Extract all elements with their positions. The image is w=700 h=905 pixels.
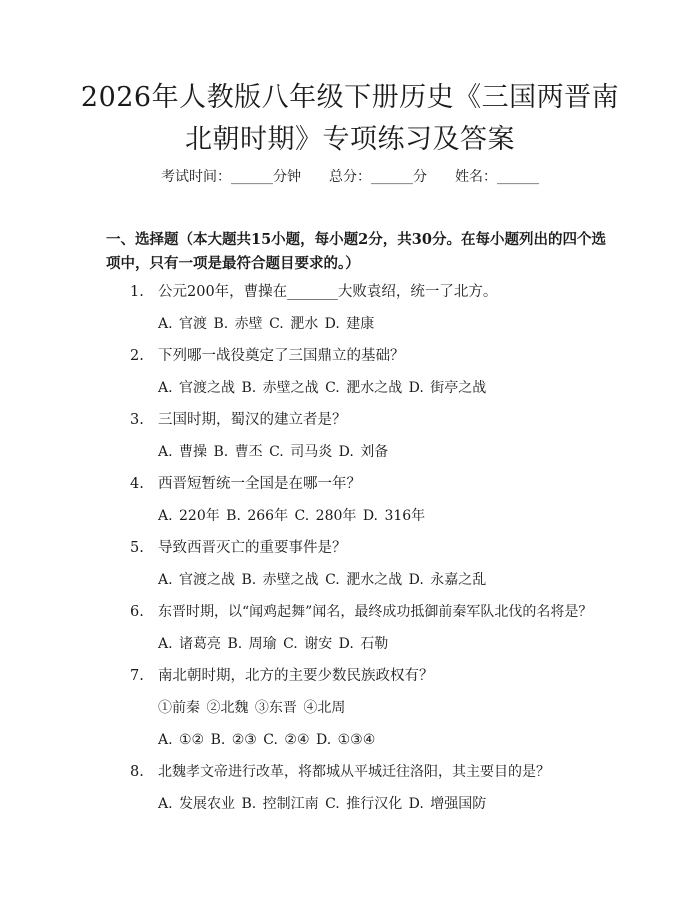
question-number: 2. [130, 348, 144, 364]
question-options: A. 官渡之战 B. 赤壁之战 C. 淝水之战 D. 街亭之战 [158, 380, 487, 396]
question-number: 3. [130, 412, 144, 428]
question-options: A. 发展农业 B. 控制江南 C. 推行汉化 D. 增强国防 [158, 796, 487, 812]
question-text: 导致西晋灭亡的重要事件是？ [158, 540, 347, 556]
question-text: 三国时期，蜀汉的建立者是？ [158, 412, 347, 428]
question-number: 8. [130, 764, 144, 780]
question-number: 1. [130, 284, 144, 300]
question-number: 5. [130, 540, 144, 556]
question-options: A. 诸葛亮 B. 周瑜 C. 谢安 D. 石勒 [158, 636, 389, 652]
question-options: A. 曹操 B. 曹丕 C. 司马炎 D. 刘备 [158, 444, 389, 460]
exam-info: 考试时间：______分钟 总分：______分 姓名：______ [161, 169, 539, 185]
question-text: 南北朝时期，北方的主要少数民族政权有？ [158, 668, 434, 684]
question-text: 下列哪一战役奠定了三国鼎立的基础？ [158, 348, 405, 364]
question-text: 公元200年，曹操在_______大败袁绍，统一了北方。 [158, 284, 498, 300]
question-statement-items: ①前秦 ②北魏 ③东晋 ④北周 [158, 700, 346, 716]
question-number: 7. [130, 668, 144, 684]
question-options: A. 官渡 B. 赤壁 C. 淝水 D. 建康 [158, 316, 375, 332]
question-options: A. 220年 B. 266年 C. 280年 D. 316年 [158, 508, 426, 524]
section-heading-line-2: 项中，只有一项是最符合题目要求的。） [106, 255, 360, 272]
question-number: 4. [130, 476, 144, 492]
question-text: 北魏孝文帝进行改革，将都城从平城迁往洛阳，其主要目的是？ [158, 764, 550, 780]
question-options: A. ①② B. ②③ C. ②④ D. ①③④ [158, 732, 376, 748]
document-title-line-1: 2026年人教版八年级下册历史《三国两晋南 [80, 82, 620, 113]
question-text: 东晋时期，以“闻鸡起舞”闻名，最终成功抵御前秦军队北伐的名将是？ [158, 604, 593, 620]
section-heading-line-1: 一、选择题（本大题共15小题，每小题2分，共30分。在每小题列出的四个选 [106, 231, 606, 248]
question-text: 西晋短暂统一全国是在哪一年？ [158, 476, 361, 492]
document-title-line-2: 北朝时期》专项练习及答案 [185, 124, 515, 155]
question-options: A. 官渡之战 B. 赤壁之战 C. 淝水之战 D. 永嘉之乱 [158, 572, 487, 588]
question-number: 6. [130, 604, 144, 620]
